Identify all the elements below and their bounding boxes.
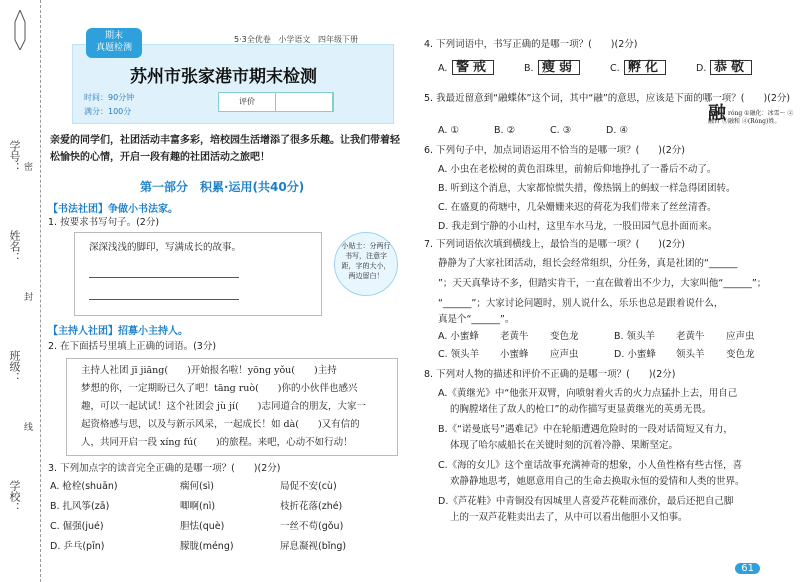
q8-option-cont: 体现了哈尔威船长在关键时刻的沉着冷静、果断坚定。 xyxy=(450,440,679,451)
series-name: 5·3全优卷 xyxy=(234,35,271,44)
q8-option-cont: 欢静静地思考，她愿意用自己的生命去换取永恒的爱情和人类的世界。 xyxy=(450,476,745,487)
question-5: 5. 我最近留意到“融蝶体”这个词，其中“融”的意思，应该是下面的哪一项？( )(2分) xyxy=(424,93,791,104)
option[interactable]: D. 小蜜蜂 xyxy=(614,349,656,360)
option-word: 老黄牛 xyxy=(676,331,705,342)
q7-text: 真是个“______”。 xyxy=(438,314,515,325)
option[interactable]: B. 领头羊 xyxy=(614,331,656,342)
question-3: 3. 下列加点字的读音完全正确的是哪一项？( )(2分) xyxy=(48,463,281,474)
option[interactable]: C. 倔强(jué) xyxy=(50,521,104,532)
q4-options xyxy=(438,60,788,84)
class-label: 班级： xyxy=(8,350,21,383)
score-label: 评价 xyxy=(219,93,276,111)
tip-text: 小贴士：分两行书写，注意字距，字的大小，两边留白！ xyxy=(341,242,391,280)
option: 局促不安(cù) xyxy=(280,481,337,492)
option: 屏息凝视(bǐng) xyxy=(280,541,347,552)
school-label: 学校： xyxy=(8,480,21,513)
q8-option-cont: 的胸膛堵住了敌人的枪口”的动作描写更显黄继光的英勇无畏。 xyxy=(450,404,712,415)
binding-spine xyxy=(0,0,41,582)
subject-name: 小学语文 xyxy=(278,35,311,44)
club-host: 【主持人社团】招募小主持人。 xyxy=(48,326,188,337)
q8-option[interactable]: D.《芦花鞋》中青铜没有因城里人喜爱芦花鞋而涨价，最后还把自己脚 xyxy=(438,496,734,507)
question-8: 8. 下列对人物的描述和评价不正确的是哪一项？( )(2分) xyxy=(424,369,676,380)
q8-option-cont: 上的一双芦花鞋卖出去了，从中可以看出他胆小又怕事。 xyxy=(450,512,688,523)
q8-option[interactable]: B.《“诺曼底号”遇难记》中在轮船遭遇危险时的一段对话简短又有力， xyxy=(438,424,733,435)
option[interactable]: B. ② xyxy=(494,125,516,136)
page-number: 61 xyxy=(735,563,760,574)
option: 朦胧(méng) xyxy=(180,541,234,552)
option-letter[interactable]: C. xyxy=(610,63,620,74)
option-word: 变色龙 xyxy=(726,349,755,360)
option-letter[interactable]: B. xyxy=(524,63,534,74)
name-label: 姓名： xyxy=(8,230,21,263)
exam-badge xyxy=(84,26,144,60)
dictionary-entry xyxy=(708,103,798,126)
q7-options xyxy=(438,330,798,364)
club-calligraphy: 【书法社团】争做小书法家。 xyxy=(48,204,178,215)
option: 胆怯(què) xyxy=(180,521,225,532)
q6-option[interactable]: B. 听到这个消息，大家都惊慌失措，像热锅上的蚂蚁一样急得团团转。 xyxy=(438,183,736,194)
q5-options xyxy=(438,124,698,138)
score-field[interactable] xyxy=(276,93,333,111)
question-1: 1. 按要求书写句子。(2分) xyxy=(48,217,160,228)
option-word: 恭敬 xyxy=(710,60,752,75)
writing-line-2[interactable] xyxy=(89,299,239,300)
q7-text: ”；天天真挚诗不多，但踏实肯干，一直在做着出不少力，大家叫他“______”； xyxy=(438,278,767,289)
question-7: 7. 下列词语依次填到横线上，最恰当的是哪一项？( )(2分) xyxy=(424,239,685,250)
option[interactable]: B. 扎风筝(zā) xyxy=(50,501,110,512)
q2-line: 主持人社团 jī jiāng( )开始报名啦！yōng yǒu( )主持 xyxy=(81,365,337,376)
q7-text: “______”；大家讨论问题时，别人说什么，乐乐也总是跟着说什么， xyxy=(438,298,724,309)
badge-line1: 期末 xyxy=(104,31,123,41)
seam-mi: 密 xyxy=(24,163,34,173)
dict-char: 融 xyxy=(708,103,726,124)
rocket-icon xyxy=(14,10,26,50)
exam-title: 苏州市张家港市期末检测 xyxy=(130,67,317,87)
option-word: 领头羊 xyxy=(676,349,705,360)
question-2: 2. 在下面括号里填上正确的词语。(3分) xyxy=(48,341,217,352)
option[interactable]: A. 枪栓(shuān) xyxy=(50,481,118,492)
option: 枝折花落(zhé) xyxy=(280,501,343,512)
seam-feng: 封 xyxy=(24,293,34,303)
option-word: 瘦弱 xyxy=(538,60,580,75)
option-word: 孵化 xyxy=(624,60,666,75)
tip-bubble xyxy=(334,232,398,296)
option-word: 小蜜蜂 xyxy=(500,349,529,360)
option-letter[interactable]: D. xyxy=(696,63,707,74)
q2-line: 起资格感与思，以及与新示风采，一起成长！如 dà( )又有信的 xyxy=(81,419,360,430)
writing-line-1[interactable] xyxy=(89,277,239,278)
q8-option[interactable]: A.《黄继光》中“他张开双臂，向喷射着火舌的火力点猛扑上去，用自己 xyxy=(438,388,738,399)
option: 唧啊(nì) xyxy=(180,501,216,512)
q1-prompt: 深深浅浅的脚印，写满成长的故事。 xyxy=(89,242,242,253)
q6-option[interactable]: A. 小虫在老松树的黄色泪珠里，前俯后仰地挣扎了一番后不动了。 xyxy=(438,164,717,175)
pinyin-box xyxy=(66,358,398,456)
option-word: 应声虫 xyxy=(726,331,755,342)
q2-line: 梦想的你，一定期盼已久了吧！tāng ruò( )你的小伙伴也感兴 xyxy=(81,383,358,394)
exam-time: 时间：90分钟 xyxy=(84,93,135,102)
option[interactable]: A. ① xyxy=(438,125,459,136)
q2-line: 趣，可以一起试试！这个社团会 jù jí( )志同道合的朋友，大家一 xyxy=(81,401,367,412)
writing-box xyxy=(74,232,322,316)
exam-score: 满分：100分 xyxy=(84,107,132,116)
q7-text: 静静为了大家社团活动，组长会经常组织，分任务，真是社团的“______ xyxy=(438,258,738,269)
option[interactable]: D. 乒乓(pīn) xyxy=(50,541,105,552)
q6-option[interactable]: C. 在盛夏的荷塘中，几朵姗姗来迟的荷花为我们带来了丝丝清香。 xyxy=(438,202,717,213)
option[interactable]: A. 小蜜蜂 xyxy=(438,331,479,342)
question-6: 6. 下列句子中，加点词语运用不恰当的是哪一项？( )(2分) xyxy=(424,145,685,156)
option-word: 老黄牛 xyxy=(500,331,529,342)
option[interactable]: D. ④ xyxy=(606,125,628,136)
left-page xyxy=(44,0,400,582)
seam-xian: 线 xyxy=(24,423,34,433)
option-letter[interactable]: A. xyxy=(438,63,448,74)
q6-option[interactable]: D. 我走到宁静的小山村，这里车水马龙，一股田园气息扑面而来。 xyxy=(438,221,718,232)
grade-name: 四年级下册 xyxy=(318,35,359,44)
option-word: 变色龙 xyxy=(550,331,579,342)
dict-text: róng ①融化：冰雪～ ②融合 ③融和 ④(Róng)姓。 xyxy=(708,110,794,125)
option[interactable]: C. 领头羊 xyxy=(438,349,480,360)
option: 一丝不苟(gǒu) xyxy=(280,521,344,532)
question-4: 4. 下列词语中，书写正确的是哪一项？( )(2分) xyxy=(424,39,638,50)
q8-option[interactable]: C.《海的女儿》这个童话故事充满神奇的想象，小人鱼性格有些古怪，喜 xyxy=(438,460,743,471)
option: 瘸何(sì) xyxy=(180,481,215,492)
option-word: 应声虫 xyxy=(550,349,579,360)
q2-line: 人，共同开启一段 xíng fú( )的旅程。来吧，心动不如行动！ xyxy=(81,437,353,448)
student-id-label: 学号： xyxy=(8,140,21,173)
option-word: 警戒 xyxy=(452,60,494,75)
q3-options xyxy=(50,480,400,570)
score-table xyxy=(218,92,334,112)
part-title: 第一部分 积累·运用(共40分) xyxy=(140,180,305,194)
right-page xyxy=(410,0,800,582)
intro-text: 亲爱的同学们，社团活动丰富多彩，培校园生活增添了很多乐趣。让我们带着轻松愉快的心情，开启一段有趣的社团活动之旅吧！ xyxy=(50,135,400,163)
badge-line2: 真题检测 xyxy=(95,43,132,53)
option[interactable]: C. ③ xyxy=(550,125,572,136)
